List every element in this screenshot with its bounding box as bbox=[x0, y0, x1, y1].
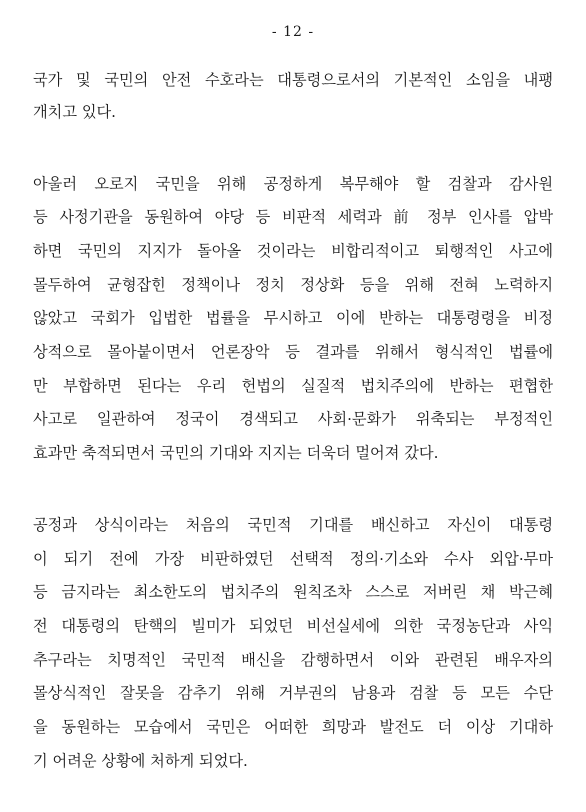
paragraph-line: 이 되기 전에 가장 비판하였던 선택적 정의·기소와 수사 외압·무마 bbox=[33, 550, 553, 568]
paragraph-line: 하면 국민의 지지가 돌아올 것이라는 비합리적이고 퇴행적인 사고에 bbox=[33, 242, 553, 260]
paragraph-line: 몰두하여 균형잡힌 정책이나 정치 정상화 등을 위해 전혀 노력하지 bbox=[33, 276, 553, 294]
paragraph-line: 사고로 일관하여 정국이 경색되고 사회·문화가 위축되는 부정적인 bbox=[33, 410, 553, 428]
paragraph-line: 몰상식적인 잘못을 감추기 위해 거부권의 남용과 검찰 등 모든 수단 bbox=[33, 684, 553, 702]
page-number: - 12 - bbox=[271, 24, 315, 40]
paragraph-line: 기 어려운 상황에 처하게 되었다. bbox=[33, 752, 248, 770]
paragraph-line: 만 부합하면 된다는 우리 헌법의 실질적 법치주의에 반하는 편협한 bbox=[33, 377, 553, 395]
paragraph-line: 국가 및 국민의 안전 수호라는 대통령으로서의 기본적인 소임을 내팽 bbox=[33, 71, 553, 89]
paragraph-line: 등 금지라는 최소한도의 법치주의 원칙조차 스스로 저버린 채 박근혜 bbox=[33, 583, 553, 601]
paragraph-line: 을 동원하는 모습에서 국민은 어떠한 희망과 발전도 더 이상 기대하 bbox=[33, 718, 553, 736]
paragraph-line: 않았고 국회가 입법한 법률을 무시하고 이에 반하는 대통령령을 비정 bbox=[33, 309, 553, 327]
paragraph-line: 공정과 상식이라는 처음의 국민적 기대를 배신하고 자신이 대통령 bbox=[33, 516, 553, 534]
paragraph-line: 아울러 오로지 국민을 위해 공정하게 복무해야 할 검찰과 감사원 bbox=[33, 175, 553, 193]
paragraph-line: 효과만 축적되면서 국민의 기대와 지지는 더욱더 멀어져 갔다. bbox=[33, 444, 439, 462]
paragraph-line: 전 대통령의 탄핵의 빌미가 되었던 비선실세에 의한 국정농단과 사익 bbox=[33, 617, 553, 635]
paragraph-line: 개치고 있다. bbox=[33, 103, 117, 121]
paragraph-line: 등 사정기관을 동원하여 야당 등 비판적 세력과 前 정부 인사를 압박 bbox=[33, 208, 553, 226]
paragraph-line: 상적으로 몰아붙이면서 언론장악 등 결과를 위해서 형식적인 법률에 bbox=[33, 343, 553, 361]
paragraph-line: 추구라는 치명적인 국민적 배신을 감행하면서 이와 관련된 배우자의 bbox=[33, 651, 553, 669]
